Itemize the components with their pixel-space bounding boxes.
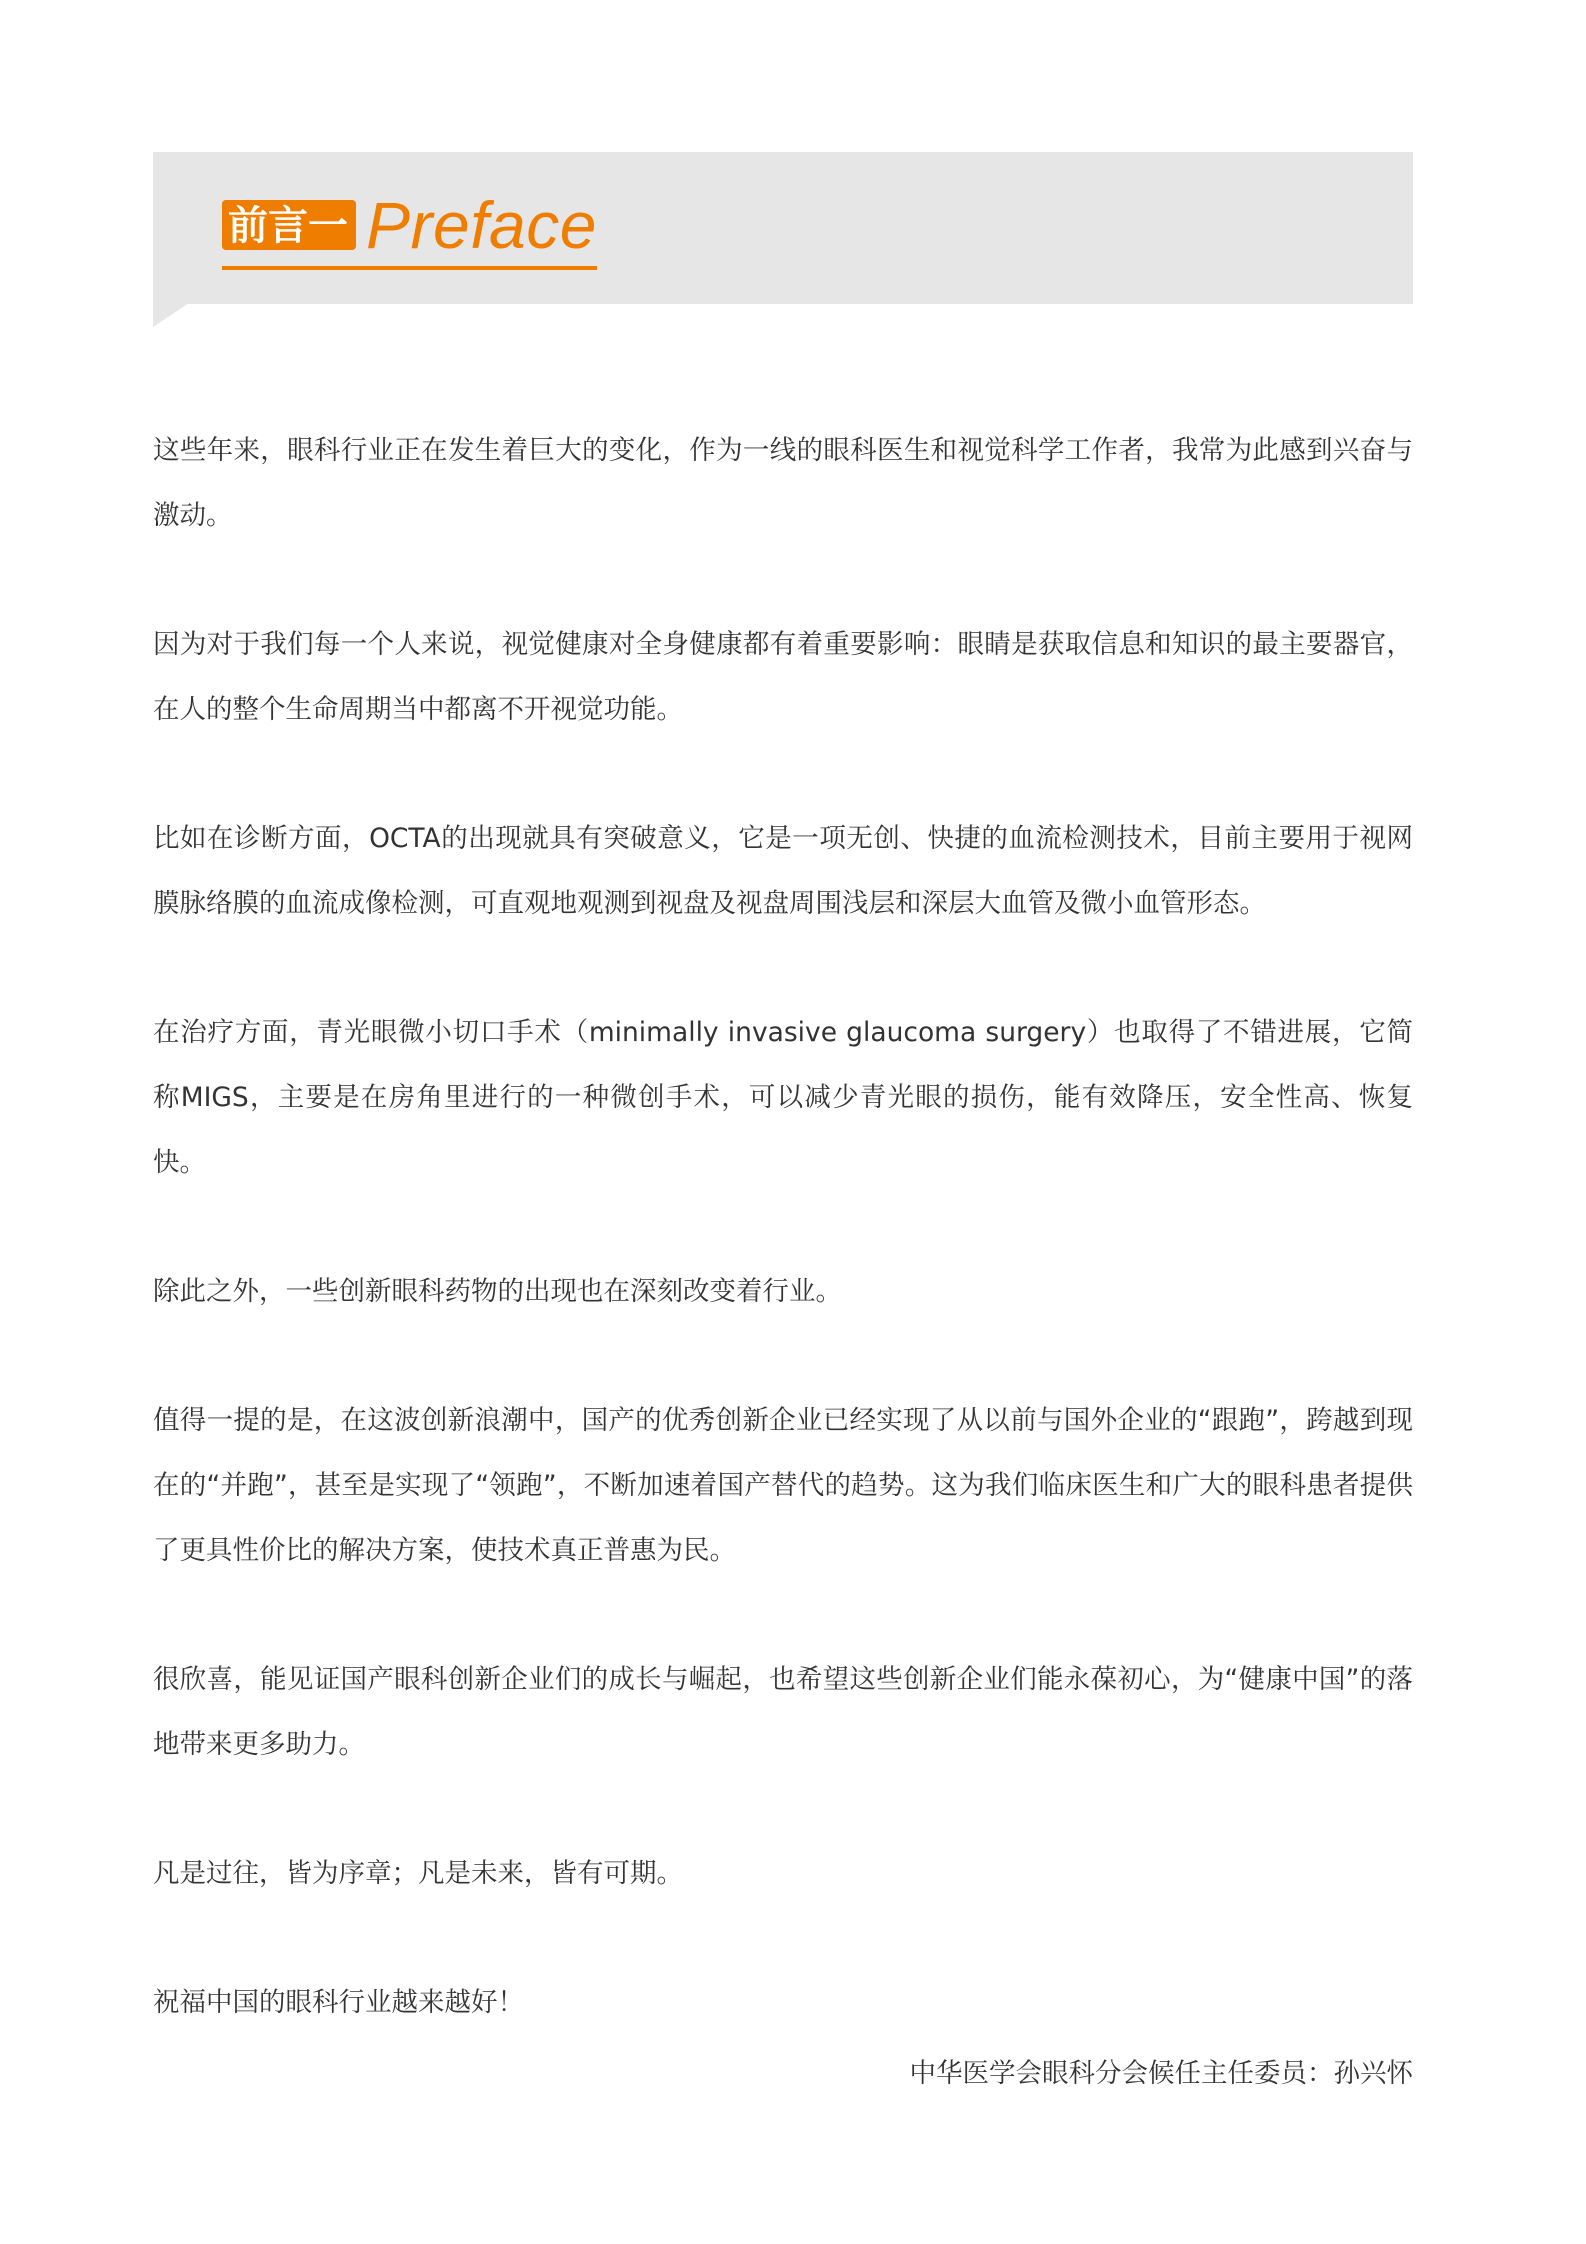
page-title [222,190,597,270]
title-english: Preface [366,188,597,262]
preface-body [153,418,1413,2099]
paragraph: 比如在诊断方面，OCTA的出现就具有突破意义，它是一项无创、快捷的血流检测技术，目前主要用于视网膜脉络膜的血流成像检测，可直观地观测到视盘及视盘周围浅层和深层大血管及微小血管形态。 [153,823,1413,919]
paragraph: 除此之外，一些创新眼科药物的出现也在深刻改变着行业。 [153,1276,842,1307]
paragraph: 在治疗方面，青光眼微小切口手术（minimally invasive glaucoma surgery）也取得了不错进展，它简称MIGS，主要是在房角里进行的一种微创手术，可以减少青光眼的损伤，能有效降压，安全性高、恢复快。 [153,1017,1413,1178]
paragraph: 祝福中国的眼科行业越来越好！ [153,1987,524,2018]
paragraph: 很欣喜，能见证国产眼科创新企业们的成长与崛起，也希望这些创新企业们能永葆初心，为“健康中国”的落地带来更多助力。 [153,1664,1413,1760]
paragraph: 值得一提的是，在这波创新浪潮中，国产的优秀创新企业已经实现了从以前与国外企业的“跟跑”，跨越到现在的“并跑”，甚至是实现了“领跑”，不断加速着国产替代的趋势。这为我们临床医生和广大的眼科患者提供了更具性价比的解决方案，使技术真正普惠为民。 [153,1405,1413,1566]
paragraph: 因为对于我们每一个人来说，视觉健康对全身健康都有着重要影响：眼睛是获取信息和知识的最主要器官，在人的整个生命周期当中都离不开视觉功能。 [153,629,1413,725]
paragraph: 这些年来，眼科行业正在发生着巨大的变化，作为一线的眼科医生和视觉科学工作者，我常为此感到兴奋与激动。 [153,435,1413,531]
paragraph: 凡是过往，皆为序章；凡是未来，皆有可期。 [153,1858,683,1889]
signature: 中华医学会眼科分会候任主任委员：孙兴怀 [909,2058,1413,2089]
banner-notch [153,303,189,327]
title-chinese: 前言一 [222,200,356,250]
